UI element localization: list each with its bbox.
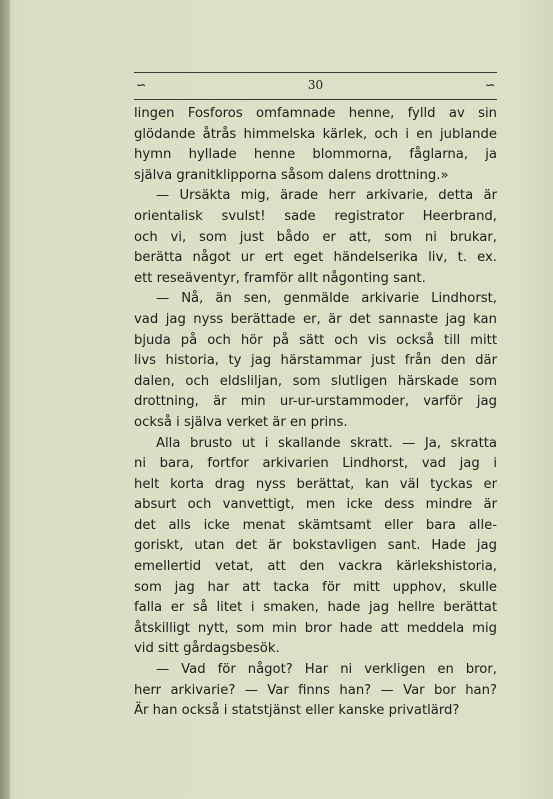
text-line: också i själva verket är en prins.: [134, 414, 348, 430]
text-line: ett reseäventyr, framför allt någonting sant.: [134, 270, 426, 286]
text-line: glödande åtrås himmelska kärlek, och i en jublande: [134, 126, 497, 142]
text-line: vid sitt gårdagsbesök.: [134, 641, 280, 657]
text-line: goriskt, utan det är bokstavligen sant. Hade jag: [134, 538, 497, 554]
text-line: som jag har att tacka för mitt upphov, skulle: [134, 579, 497, 595]
page-number: 30: [307, 78, 324, 92]
text-line: falla er så litet i smaken, hade jag hellre berättat: [134, 600, 497, 616]
text-line: bjuda på och hör på sätt och vis också till mitt: [134, 332, 497, 348]
text-line: — Ursäkta mig, ärade herr arkivarie, detta är: [156, 188, 497, 204]
text-line: livs historia, ty jag härstammar just från den där: [134, 353, 497, 369]
page-header: [134, 72, 497, 100]
text-line: ni bara, fortfor arkivarien Lindhorst, vad jag i: [134, 456, 497, 472]
text-line: Alla brusto ut i skallande skratt. — Ja, skratta: [156, 435, 497, 451]
text-line: åtskilligt nytt, som min bror hade att meddela mig: [134, 620, 497, 636]
text-line: det alls icke menat skämtsamt eller bara alle-: [134, 517, 497, 533]
text-line: vad jag nyss berättade er, är det sannaste jag kan: [134, 311, 497, 327]
text-line: — Nå, än sen, genmälde arkivarie Lindhorst,: [156, 291, 497, 307]
text-line: absurt och vanvettigt, men icke dess mindre är: [134, 497, 497, 513]
text-line: emellertid vetat, att den vackra kärlekshistoria,: [134, 559, 497, 575]
text-line: själva granitklipporna såsom dalens drottning.»: [134, 167, 449, 183]
ornament-right-icon: ∽: [484, 78, 495, 92]
text-line: dalen, och eldsliljan, som slutligen härskade som: [134, 373, 497, 389]
text-line: hymn hyllade henne blommorna, fåglarna, ja: [134, 147, 497, 163]
text-line: drottning, är min ur-ur-urstammoder, varför jag: [134, 394, 497, 410]
text-line: herr arkivarie? — Var finns han? — Var bor han?: [134, 682, 497, 698]
book-spine-shadow: [0, 0, 10, 799]
text-line: lingen Fosforos omfamnade henne, fylld av sin: [134, 106, 497, 121]
text-line: helt korta drag nyss berättat, kan väl tyckas er: [134, 476, 497, 492]
body-text: [134, 104, 497, 722]
text-line: orientalisk svulst! sade registrator Heerbrand,: [134, 208, 497, 224]
text-line: och vi, som just bådo er att, som ni brukar,: [134, 229, 497, 245]
text-line: berätta något ur ert eget händelserika liv, t. ex.: [134, 250, 497, 266]
ornament-left-icon: ∽: [136, 78, 147, 92]
text-line: Är han också i statstjänst eller kanske privatlärd?: [134, 703, 460, 719]
text-line: — Vad för något? Har ni verkligen en bror,: [156, 662, 497, 678]
